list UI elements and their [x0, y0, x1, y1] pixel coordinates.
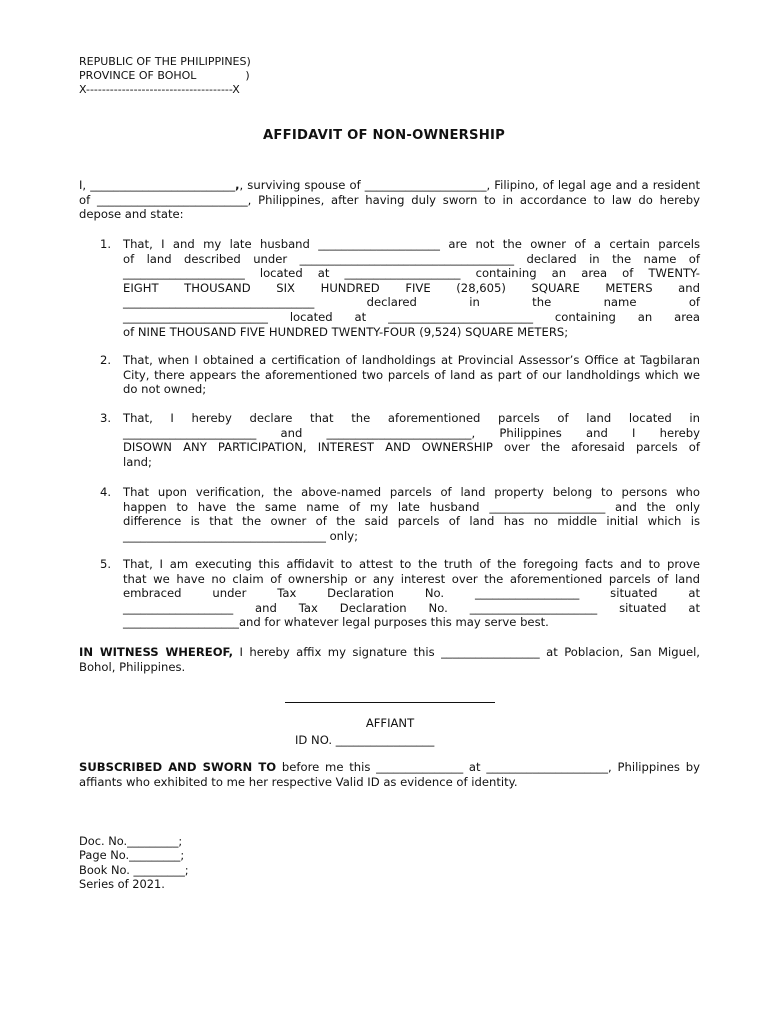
residence-blank: __________________________	[96, 192, 248, 207]
caption-republic: REPUBLIC OF THE PHILIPPINES)	[79, 55, 251, 68]
document-title: AFFIDAVIT OF NON-OWNERSHIP	[263, 128, 505, 143]
jurat-place-blank: _____________________	[486, 760, 609, 774]
witness-paragraph: IN WITNESS WHEREOF, I hereby affix my signature this _________________ at Poblacion, San Miguel, Bohol, Philippines.	[79, 645, 700, 674]
spouse-name-blank: _____________________	[364, 178, 487, 192]
series-year: Series of 2021.	[79, 877, 165, 892]
item-number: 1.	[100, 237, 112, 251]
caption-separator: X-------------------------------------X	[79, 83, 240, 96]
signature-date-blank: _________________	[441, 645, 540, 659]
item-number: 4.	[100, 485, 112, 499]
list-item-2: 2. That, when I obtained a certification of landholdings at Provincial Assessor’s Office at Tagbilaran City, there appears the aforementioned two parcels of land as part of our landholdings which we do not owned;	[100, 353, 700, 397]
intro-paragraph: I, _________________________,, surviving spouse of _____________________, Filipino, of legal age and a resident of __________________________, Philippines, after having duly sworn to in accordance to law do hereby depose and state:	[79, 178, 701, 222]
jurat-heading: SUBSCRIBED AND SWORN TO	[79, 760, 277, 774]
item-number: 2.	[100, 353, 112, 367]
page-no: Page No._________;	[79, 848, 185, 863]
document-caption	[79, 55, 251, 97]
jurat-paragraph: SUBSCRIBED AND SWORN TO before me this _______________ at _____________________, Philippines by affiants who exhibited to me her respective Valid ID as evidence of identity.	[79, 760, 700, 789]
affiant-label: AFFIANT	[365, 716, 415, 730]
affiant-name-blank: _________________________	[90, 178, 236, 192]
notarial-register	[79, 834, 189, 892]
item-number: 5.	[100, 557, 112, 571]
signature-line	[285, 702, 495, 703]
item-number: 3.	[100, 411, 112, 425]
list-item-5: 5. That, I am executing this affidavit to attest to the truth of the foregoing facts and to prove that we have no claim of ownership or any interest over the aforementioned parcels of land embraced under Tax Declaration No. __________________ situated at ___________________ and Tax Declaration No. ______________________ situated at ____________________and for whatever legal purposes this may serve best.	[100, 557, 700, 630]
list-item-1: 1. That, I and my late husband _____________________ are not the owner of a certain parcels of land described under _____________________________________ declared in the name of _____________________ located at ____________________ containing an area of TWENTY- EIGHT THOUSAND SIX HUNDRED FIVE (28,605) SQUARE METERS and _________________________________ declared in the name of _________________________ located at _________________________ containing an area of NINE THOUSAND FIVE HUNDRED TWENTY-FOUR (9,524) SQUARE METERS;	[100, 237, 700, 339]
list-item-4: 4. That upon verification, the above-named parcels of land property belong to persons who happen to have the same name of my late husband ____________________ and the only difference is that the owner of the said parcels of land has no middle initial which is ___________________________________ only;	[100, 485, 700, 543]
caption-province: PROVINCE OF BOHOL )	[79, 69, 250, 82]
witness-heading: IN WITNESS WHEREOF,	[79, 645, 234, 659]
book-no: Book No. _________;	[79, 862, 189, 877]
doc-no: Doc. No._________;	[79, 834, 183, 848]
jurat-date-blank: _______________	[376, 760, 464, 774]
id-number-field: ID NO. _________________	[295, 733, 435, 747]
list-item-3: 3. That, I hereby declare that the aforementioned parcels of land located in _______________________ and _________________________, Philippines and I hereby DISOWN ANY PARTICIPATION, INTEREST AND OWNERSHIP over the aforesaid parcels of land;	[100, 411, 700, 469]
